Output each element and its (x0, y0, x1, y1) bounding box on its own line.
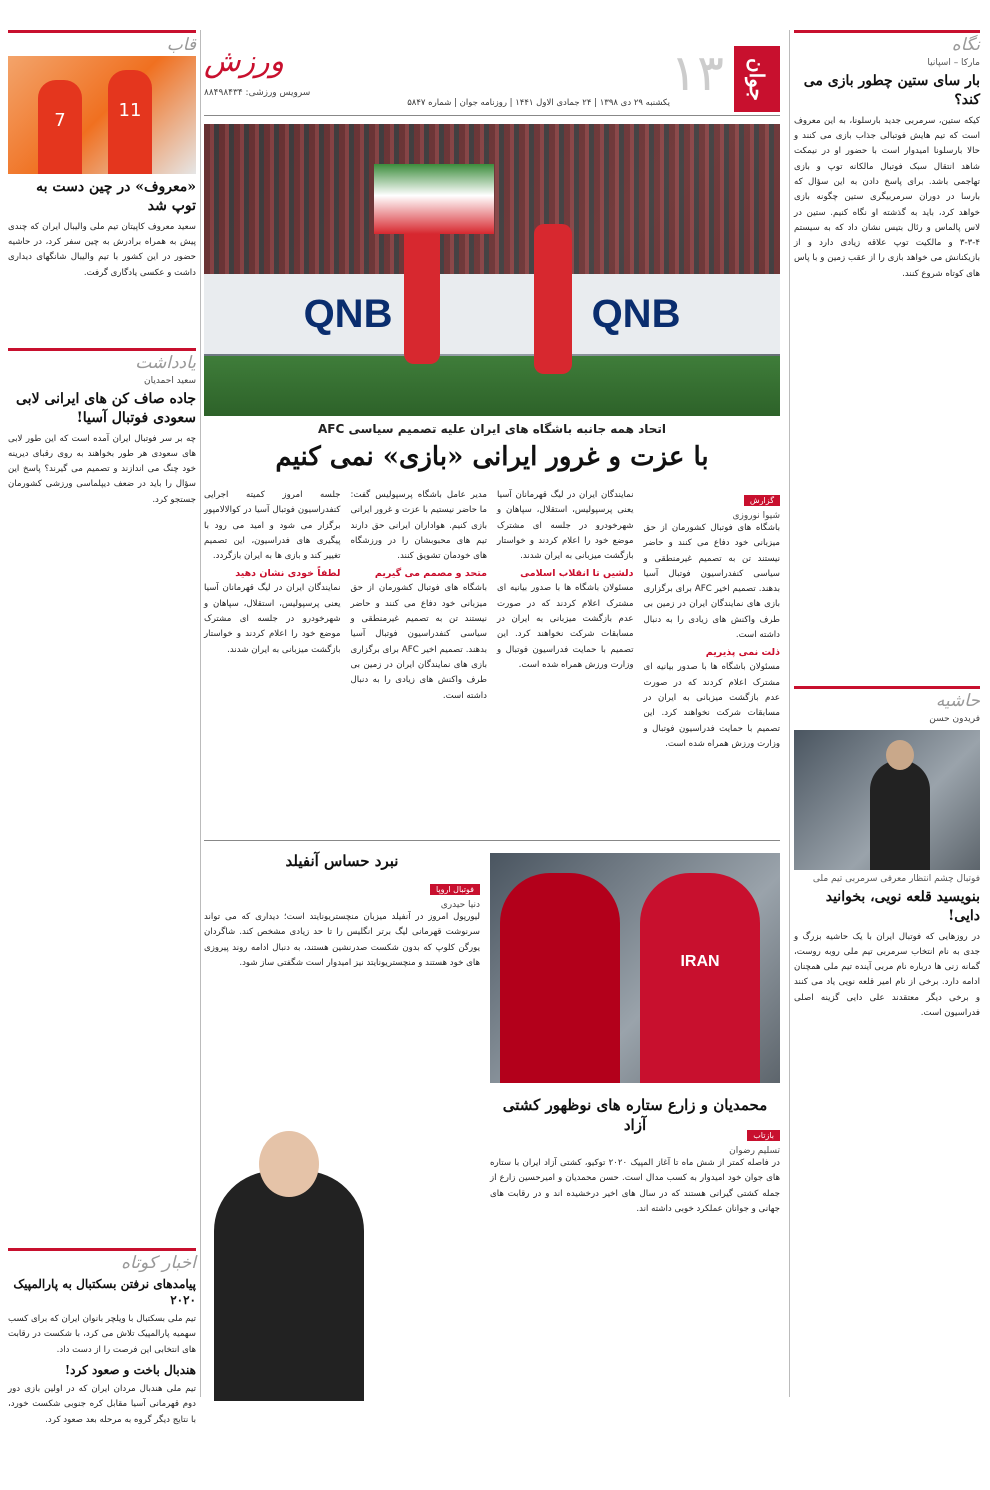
shirt-text: IRAN (680, 953, 720, 970)
article-headline: جاده صاف کن های ایرانی لابی سعودی فوتبال آسیا! (16, 390, 196, 426)
byline: سعید احمدیان (143, 375, 196, 386)
article-headline: بنویسید قلعه نویی، بخوانید دایی! (825, 888, 980, 924)
byline: تسلیم رضوان (729, 1146, 780, 1156)
coach-photo (794, 730, 980, 870)
subhead: لطفاً خودی نشان دهید (235, 568, 341, 580)
player-figure (534, 224, 572, 374)
photo-credit: عکس: رضا محسنی / جوان (826, 362, 835, 442)
article-body: در روزهایی که فوتبال ایران با یک حاشیه بزرگ و جدی به نام انتخاب سرمربی تیم ملی روبه روست، گمانه زنی ها درباره نام مربی آینده تیم ملی همچنان ادامه دارد. برخی از نام امیر قلعه نویی یاد می کنند و برخی دیگر معتقدند علی دایی گزینه اصلی فدراسیون است. (794, 931, 980, 1019)
byline: فریدون حسن (929, 713, 980, 724)
main-column (204, 0, 835, 1407)
subhead: دلشیں تا انقلاب اسلامی (520, 568, 634, 580)
article-body: جلسه امروز کمیته اجرایی کنفدراسیون فوتبال آسیا در کوالالامپور برگزار می شود و امید می رود با پیگیری های فدراسیون، این تصمیم تغییر کند و بازی ها به ایران بازگردد. (204, 490, 341, 562)
article-body: تیم ملی بسکتبال با ویلچر بانوان ایران که برای کسب سهمیه پارالمپیک تلاش می کرد، با شکست در رقابت های انتخابی این فرصت را از دست داد. (8, 1313, 196, 1355)
article-tag: بازتاب (747, 1130, 780, 1141)
article-body: مسئولان باشگاه ها با صدور بیانیه ای مشترک اعلام کردند که در صورت عدم بازگشت میزبانی به ایران در مسابقات شرکت نخواهند کرد. این تصمیم با حمایت فدراسیون فوتبال و وزارت ورزش همراه شده است. (497, 583, 634, 670)
coach-figure (214, 1171, 364, 1401)
liverpool-article (204, 841, 480, 1401)
lower-section (204, 840, 780, 1400)
article-tag: فوتبال اروپا (430, 884, 480, 895)
right-column (794, 0, 980, 1407)
column-divider (200, 30, 201, 1397)
article-body: کیکه ستین، سرمربی جدید بارسلونا، به این معروف است که تیم هایش فوتبالی جذاب بازی می کنند و حالا بارسلونا امیدوار است با حضور او در نیمکت شاهد انتقال سبک فوتبال مالکانه توپ و بازی تهاجمی باشد. برای پاسخ دادن به این سؤال که بارسا در دوران سرمربیگری ستین چگونه بازی خواهد کرد، باید به گذشته او نگاه کنیم. ستین در لاس پالماس و رئال بتیس نشان داد که به سیستم ۴-۳-۳ و مالکیت توپ علاقه زیادی دارد و از بازیکنانش می خواهد بازی را از عقب زمین و با پاس های کوتاه شروع کنند. (794, 115, 980, 279)
section-label: اخبار کوتاه (121, 1252, 196, 1273)
article-body: تیم ملی هندبال مردان ایران که در اولین بازی دور دوم قهرمانی آسیا مقابل کره جنوبی شکست خورد، با نتایج دیگر گروه به مرحله بعد صعود کرد. (8, 1384, 196, 1425)
section-label: نگاه (951, 35, 980, 55)
article-body: در فاصله کمتر از شش ماه تا آغاز المپیک ۲۰۲۰ توکیو، کشتی آزاد ایران با ستاره های جوان خود امیدوار به کسب مدال است. حسن محمدیان و امیرحسین زارع از جمله کشتی گیرانی هستند که در سال های اخیر درخشیده اند و در رقابت های جهانی و جوانان عملکرد خوبی داشته اند. (490, 1158, 780, 1214)
player-figure: 7 (38, 80, 82, 174)
article-kicker: فوتبال چشم انتظار معرفی سرمربی تیم ملی (812, 873, 980, 884)
section-head-look (794, 30, 980, 54)
section-head-short-news (8, 1248, 196, 1272)
section-label: یادداشت (135, 352, 196, 373)
article-headline: پیامدهای نرفتن بسکتبال به پارالمپیک ۲۰۲۰ (13, 1276, 196, 1307)
section-head-note (8, 348, 196, 372)
wrestler-figure (500, 873, 620, 1083)
article-headline: هندبال باخت و صعود کرد! (64, 1362, 196, 1377)
flag-icon (374, 164, 494, 234)
article-body: مدیر عامل باشگاه پرسپولیس گفت: ما حاضر نیستیم با عزت و غرور ایرانی بازی کنیم. هواداران ایرانی حق دارند تیم های محبوبشان را در ورزشگاه های خودمان تشویق کنند. (350, 490, 487, 562)
article-body: باشگاه های فوتبال کشورمان از حق میزبانی خود دفاع می کنند و حاضر نیستند تن به تصمیم غیرمنطقی و سیاسی کنفدراسیون فوتبال آسیا بدهند. تصمیم اخیر AFC برای برگزاری بازی های نمایندگان ایران در زمین بی طرف واکنش های زیادی را به دنبال داشته است. (350, 583, 487, 701)
masthead (204, 36, 780, 116)
article-headline: نبرد حساس آنفیلد (285, 852, 399, 870)
article-headline: «معروف» در چین دست به توپ شد (36, 179, 196, 214)
section-label: حاشیه (935, 690, 980, 711)
column-divider (789, 30, 790, 1397)
article-headline: بار سای ستین چطور بازی می کند؟ (803, 73, 980, 108)
section-head-frame (8, 30, 196, 54)
volleyball-photo (8, 56, 196, 174)
left-column (8, 0, 196, 1425)
lead-title: با عزت و غرور ایرانی «بازی» نمی کنیم (275, 442, 709, 472)
section-label: قاب (166, 35, 196, 55)
lead-kicker: اتحاد همه جانبه باشگاه های ایران علیه تصمیم سیاسی AFC (317, 422, 667, 436)
player-figure (404, 214, 440, 364)
wrestlers-photo (490, 853, 780, 1083)
subhead: ذلت نمی پذیریم (705, 647, 780, 659)
article-body: مسئولان باشگاه ها با صدور بیانیه ای مشترک اعلام کردند که در صورت عدم بازگشت میزبانی به ایران در مسابقات شرکت نخواهند کرد. این تصمیم با حمایت فدراسیون فوتبال و وزارت ورزش همراه شده است. (643, 662, 780, 749)
article-body: سعید معروف کاپیتان تیم ملی والیبال ایران که چندی پیش به همراه برادرش به چین سفر کرد، در حاشیه حضور در این کشور با تیم والیبال شانگهای دیداری داشت و عکسی یادگاری گرفت. (8, 221, 196, 278)
section-head-margin (794, 686, 980, 710)
article-body: باشگاه های فوتبال کشورمان از حق میزبانی خود دفاع می کنند و حاضر نیستند تن به تصمیم غیرمنطقی و سیاسی کنفدراسیون فوتبال آسیا بدهند. تصمیم اخیر AFC برای برگزاری بازی های نمایندگان ایران در زمین بی طرف واکنش های زیادی را به دنبال داشته است. (643, 523, 780, 641)
byline: شیوا نوروزی (732, 511, 780, 521)
wrestler-figure (640, 873, 760, 1083)
lead-article (204, 488, 780, 752)
section-title: ورزش (204, 44, 285, 79)
article-tag: گزارش (744, 495, 780, 506)
byline: دنیا حیدری (440, 900, 480, 910)
article-body: لیورپول امروز در آنفیلد میزبان منچستریونایتد است؛ دیداری که می تواند سرنوشت قهرمانی لیگ برتر انگلیس را تا حد زیادی مشخص کند. شاگردان یورگن کلوپ که بدون شکست صدرنشین هستند، به دنبال ادامه روند پیروزی های خود هستند و منچستریونایتد نیز امیدوار است شگفتی ساز شود. (204, 912, 480, 968)
dateline: یکشنبه ۲۹ دی ۱۳۹۸ | ۲۴ جمادی الاول ۱۴۴۱ | روزنامه جوان | شماره ۵۸۴۷ (407, 98, 670, 108)
article-body: نمایندگان ایران در لیگ قهرمانان آسیا یعنی پرسپولیس، استقلال، سپاهان و شهرخودرو در جلسه ای مشترک موضع خود را اعلام کردند و خواستار بازگشت میزبانی به ایران شدند. (204, 583, 341, 655)
article-body: نمایندگان ایران در لیگ قهرمانان آسیا یعنی پرسپولیس، استقلال، سپاهان و شهرخودرو در جلسه ای مشترک موضع خود را اعلام کردند و خواستار بازگشت میزبانی به ایران شدند. (497, 490, 634, 562)
newspaper-logo: جوان (734, 46, 780, 112)
subhead: متحد و مصمم می گیریم (374, 568, 487, 580)
wrestling-article (490, 841, 780, 1401)
article-source: مارکا – اسپانیا (927, 58, 980, 68)
player-figure: 11 (108, 70, 152, 174)
article-body: چه بر سر فوتبال ایران آمده است که این طور لابی های سعودی هر طور بخواهند به روی رقبای دیرینه خود چنگ می اندازند و تصمیم می گیرند؟ پاسخ این سؤال را باید در ضعف دیپلماسی ورزشی کشورمان جستجو کرد. (8, 433, 196, 505)
section-subtitle: سرویس ورزشی: ۸۸۴۹۸۴۳۴ (204, 88, 311, 98)
page-number: ۱۳ (670, 44, 724, 102)
pitch (204, 356, 780, 416)
article-headline: محمدیان و زارع ستاره های نوظهور کشتی آزاد (502, 1096, 768, 1135)
advertising-board: QNB QNB (204, 274, 780, 354)
